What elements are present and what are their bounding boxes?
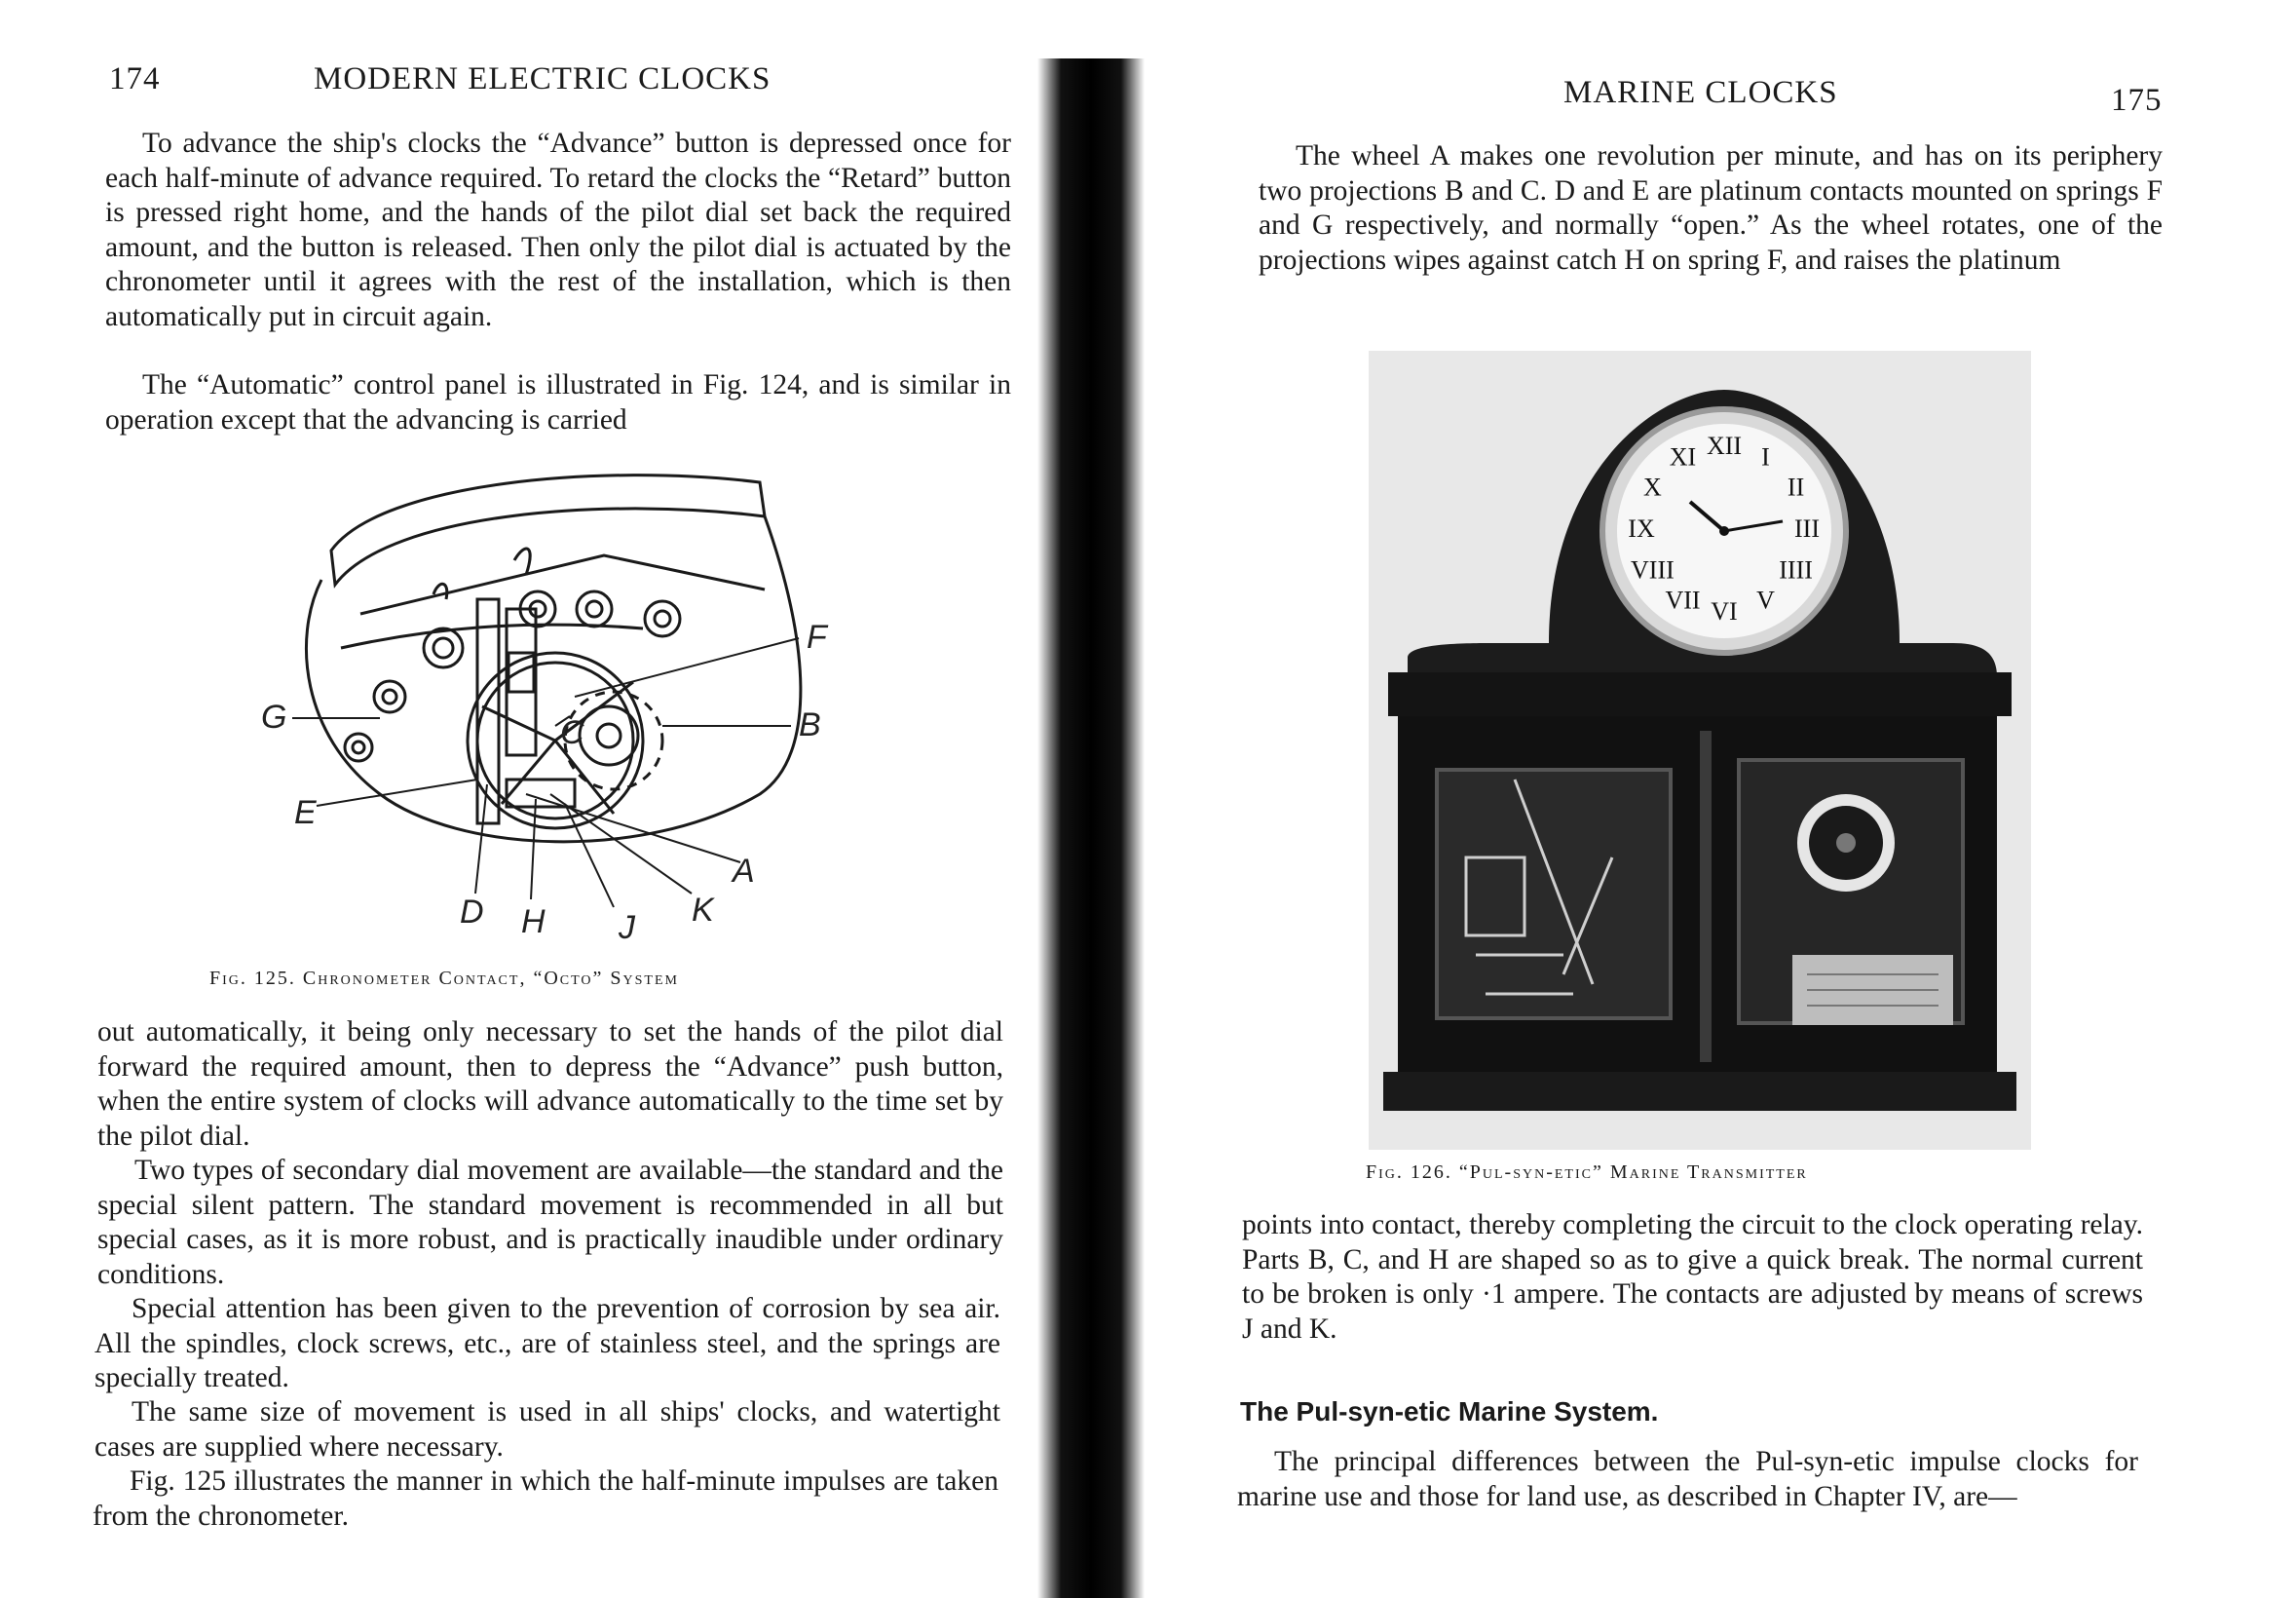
figure-caption: Fig. 126. “Pul-syn-etic” Marine Transmitter (1366, 1161, 1808, 1183)
dial-numeral: X (1643, 473, 1662, 502)
dial-numeral: II (1787, 473, 1805, 502)
paragraph: The same size of movement is used in all ships' clocks, and watertight cases are supplied where necessary. (94, 1396, 1000, 1463)
paragraph: The principal differences between the Pul-syn-etic impulse clocks for marine use and those for land use, as described in Chapter IV, are— (1237, 1446, 2138, 1512)
dial-numeral: XI (1669, 442, 1697, 472)
paragraph: Fig. 125 illustrates the manner in which the half-minute impulses are taken from the chronometer. (93, 1465, 998, 1532)
dial-numeral: VIII (1631, 555, 1675, 585)
right-page (1120, 0, 2296, 1598)
label-k: K (692, 892, 714, 929)
running-head: MODERN ELECTRIC CLOCKS (314, 61, 772, 96)
label-b: B (799, 706, 821, 743)
dial-numeral: III (1794, 514, 1820, 543)
dial-numeral: I (1761, 442, 1770, 472)
label-d: D (460, 894, 484, 931)
label-h: H (521, 903, 546, 940)
dial-numeral: IX (1628, 514, 1655, 543)
label-f: F (807, 619, 827, 656)
dial-numeral: VI (1711, 596, 1738, 626)
dial-numeral: VII (1665, 586, 1701, 615)
paragraph: out automatically, it being only necessary to set the hands of the pilot dial forward the required amount, then to depress the “Advance” push button, when the entire system of clocks will advance automatically to the time set by the pilot dial. (97, 1016, 1003, 1152)
label-a: A (733, 853, 755, 890)
paragraph: To advance the ship's clocks the “Advance” button is depressed once for each half-minute of advance required. To retard the clocks the “Retard” button is pressed right home, and the hands of the pilot dial set back the required amount, and the button is released. Then only the pilot dial is actuated by the chronometer until it agrees with the rest of the installation, which is then automatically put in circuit again. (105, 128, 1011, 332)
label-g: G (261, 699, 287, 736)
section-heading: The Pul-syn-etic Marine System. (1240, 1396, 1659, 1427)
paragraph: Two types of secondary dial movement are available—the standard and the special silent pattern. The standard movement is recommended in all but special cases, as it is more robust, and is practically inaudible under ordinary conditions. (97, 1155, 1003, 1290)
label-j: J (619, 909, 635, 946)
paragraph: The wheel A makes one revolution per minute, and has on its periphery two projections B and C. D and E are platinum contacts mounted on springs F and G respectively, and normally “open.” As the wheel rotates, one of the projections wipes against catch H on spring F, and raises the platinum (1259, 140, 2163, 276)
chronometer-contact-figure (234, 443, 857, 950)
paragraph: Special attention has been given to the prevention of corrosion by sea air. All the spindles, clock screws, etc., are of stainless steel, and the springs are specially treated. (94, 1293, 1000, 1393)
left-page (0, 0, 1081, 1598)
running-head: MARINE CLOCKS (1563, 75, 1838, 110)
marine-transmitter-photo (1369, 351, 2031, 1150)
page-number: 174 (109, 61, 161, 96)
dial-numeral: V (1756, 586, 1775, 615)
paragraph: The “Automatic” control panel is illustrated in Fig. 124, and is similar in operation except that the advancing is carried (105, 369, 1011, 436)
label-c: C (560, 714, 584, 751)
label-e: E (294, 794, 317, 831)
paragraph: points into contact, thereby completing the circuit to the clock operating relay. Parts B, C, and H are shaped so as to give a quick break. The normal current to be broken is only ·1 ampere. The contacts are adjusted by means of screws J and K. (1242, 1209, 2143, 1345)
page-number: 175 (2111, 83, 2163, 118)
figure-caption: Fig. 125. Chronometer Contact, “Octo” System (209, 968, 679, 989)
dial-numeral: XII (1706, 431, 1743, 460)
dial-numeral: IIII (1779, 555, 1813, 585)
